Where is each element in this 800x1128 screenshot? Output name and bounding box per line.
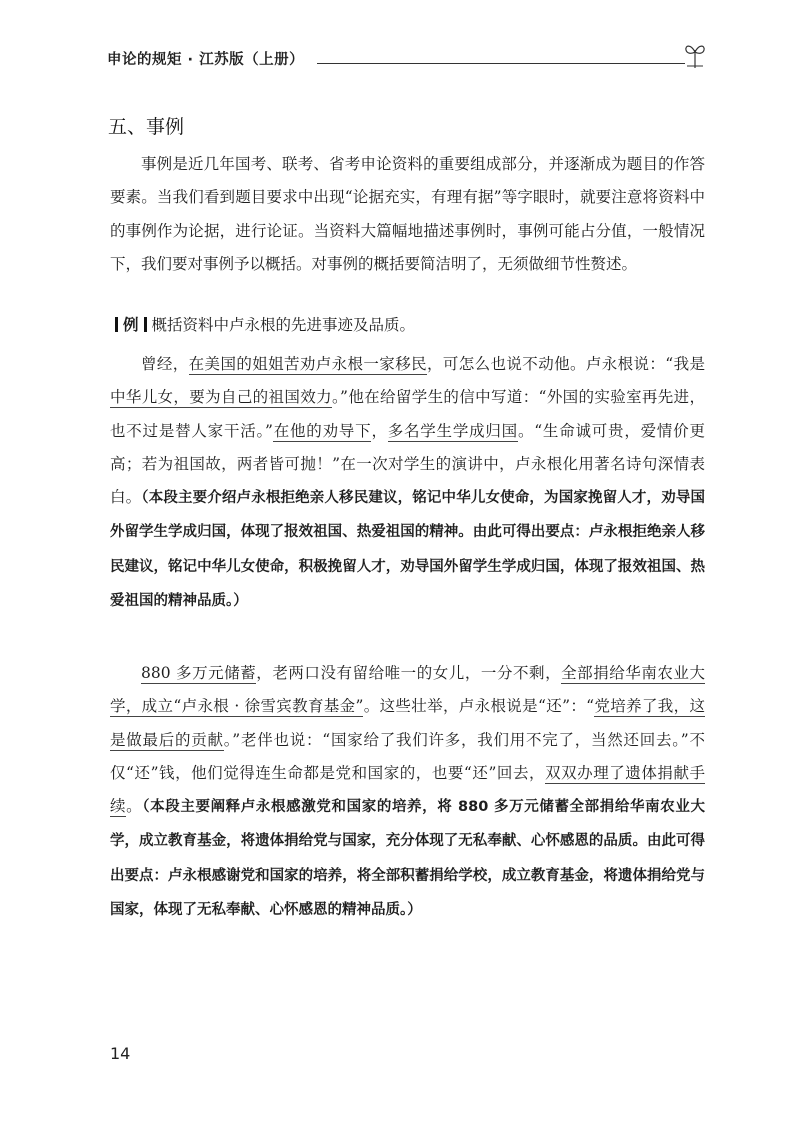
underlined-key-phrase: 在他的劝导下	[272, 421, 372, 440]
example-paragraph-1	[110, 348, 705, 618]
text-run: ，	[371, 421, 388, 440]
book-title: 申论的规矩 · 江苏版（上册）	[107, 48, 310, 69]
text-run: 。”他在给留学生的信中写道：“外国的实验室再先进，也不过是替人家干活。”	[110, 388, 705, 440]
underlined-key-phrase: 党培养了我，这是做最后的贡献	[110, 697, 705, 749]
text-run: 。“生命诚可贵，爱情价更高；若为祖国故，两者皆可抛！”在一次对学生的演讲中，卢永根化用著名诗句深情表白。	[110, 421, 705, 507]
text-run: 曾经，	[141, 355, 189, 373]
example-bar-left	[115, 317, 118, 332]
sprout-icon	[683, 40, 707, 70]
section-heading: 五、事例	[108, 116, 185, 138]
underlined-key-phrase: 中华儿女，要为自己的祖国效力	[110, 388, 332, 407]
underlined-key-phrase: 多名学生学成归国	[387, 421, 518, 440]
text-run: 。”老伴也说：“国家给了我们许多，我们用不完了，当然还回去。”不仅“还”钱，他们觉得连生命都是党和国家的，也要“还”回去，	[110, 730, 705, 782]
underlined-key-phrase: 双双办理了遗体捐献手续	[110, 763, 705, 816]
example-label: 例	[123, 316, 139, 334]
running-header	[107, 38, 707, 78]
analysis-note: （本段主要介绍卢永根拒绝亲人移民建议，铭记中华儿女使命，为国家挽留人才，劝导国外留学生学成归国，体现了报效祖国、热爱祖国的精神。由此可得出要点：卢永根拒绝亲人移民建议，铭记中华儿女使命，积极挽留人才，劝导国外留学生学成归国，体现了报效祖国、热爱祖国的精神品质。）	[110, 490, 705, 610]
header-rule	[317, 63, 685, 64]
underlined-key-phrase: 880 多万元储蓄	[141, 664, 257, 682]
example-bar-right	[144, 317, 147, 332]
text-run: 。	[126, 797, 143, 816]
analysis-note: （本段主要阐释卢永根感激党和国家的培养，将 880 多万元储蓄全部捐给华南农业大学，成立教育基金，将遗体捐给党与国家，充分体现了无私奉献、心怀感恩的品质。由此可得出要点：卢永根感谢党和国家的培养，将全部积蓄捐给学校，成立教育基金，将遗体捐给党与国家，体现了无私奉献、心怀感恩的精神品质。）	[110, 799, 705, 919]
text-run: ，可怎么也说不动他。卢永根说：“我是	[426, 355, 705, 373]
example-paragraph-2	[110, 657, 705, 927]
intro-paragraph: 事例是近几年国考、联考、省考申论资料的重要组成部分，并逐渐成为题目的作答要素。当我们看到题目要求中出现“论据充实，有理有据”等字眼时，就要注意将资料中的事例作为论据，进行论证。当资料大篇幅地描述事例时，事例可能占分值，一般情况下，我们要对事例予以概括。对事例的概括要简洁明了，无须做细节性赘述。	[110, 155, 705, 273]
page-number: 14	[110, 1044, 131, 1063]
example-prompt-line	[110, 309, 705, 342]
text-run: 。这些壮举，卢永根说是“还”：“	[363, 697, 595, 716]
text-run: ，老两口没有留给唯一的女儿，一分不剩，	[256, 664, 562, 682]
underlined-key-phrase: 全部捐给华南农业大学，成立“卢永根 · 徐雪宾教育基金”	[110, 664, 705, 716]
underlined-key-phrase: 在美国的姐姐苦劝卢永根一家移民	[188, 355, 427, 373]
example-prompt: 概括资料中卢永根的先进事迹及品质。	[151, 316, 416, 334]
